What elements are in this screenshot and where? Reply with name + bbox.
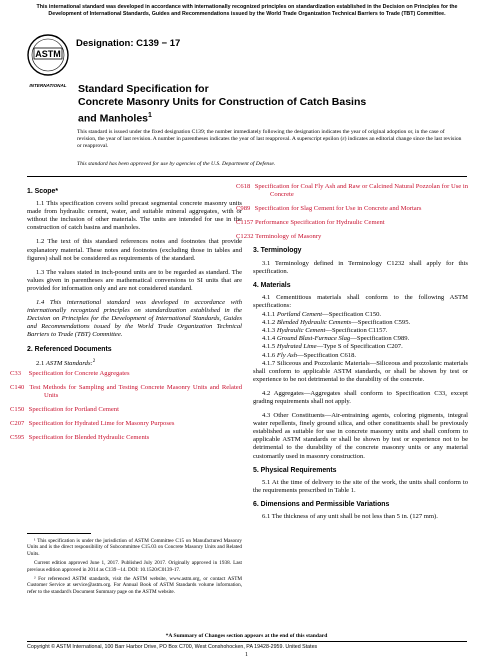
section-heading-scope: 1. Scope* [27,188,59,195]
material-item: 4.1.3 Hydraulic Cement—Specification C1157. [262,327,388,335]
approved-note: This standard has been approved for use by agencies of the U.S. Department of Defense. [77,161,276,167]
para-2-1-label: 2.1 [36,359,45,367]
section-heading-physical-requirements: 5. Physical Requirements [253,466,337,474]
summary-of-changes-note: *A Summary of Changes section appears at the end of this standard [165,633,328,639]
title-line-2: Concrete Masonry Units for Construction of Catch Basins [78,96,367,108]
para-1-2: 1.2 The text of this standard references notes and footnotes that provide explanatory material. These notes and footnotes (excluding those in tables and figures) shall not be considered as requirements of the standard. [27,238,242,262]
material-item: 4.1.2 Blended Hydraulic Cements—Specification C595. [262,319,411,327]
issued-note: This standard is issued under the fixed designation C139; the number immediately following the designation indicates the year of original adoption or, in the case of revision, the year of last revision. A number in parentheses indicates the year of last reapproval. A superscript epsilon (ε) indicates an editorial change since the last revision or reapproval. [77,129,462,149]
reference-title[interactable]: Specification for Portland Cement [28,406,119,414]
reference-item[interactable] [236,233,468,241]
reference-item[interactable] [236,219,468,227]
para-4-3: 4.3 Other Constituents—Air-entraining agents, coloring pigments, integral water repellents, finely ground silica, and other constituents shall be previously established as suitable for use in concrete masonry units and shall conform to applicable ASTM standards or shall be shown by test or experience not to be detrimental to the durability of the concrete masonry units or any material customarily used in masonry construction. [253,412,468,460]
reference-item[interactable]: C140 Test Methods for Sampling and Testing Concrete Masonry Units and Related Units [10,383,242,400]
reference-item[interactable]: C989 Specification for Slag Cement for Use in Concrete and Mortars [236,205,422,213]
reference-title[interactable]: Terminology of Masonry [255,233,322,241]
reference-code[interactable]: C1232 [236,233,254,241]
footer-divider [27,641,467,642]
para-1-1: 1.1 This specification covers solid precast segmental concrete masonry units made from hydraulic cement, water, and suitable mineral aggregates, with or without the inclusion of other materials. The units are intended for use in the construction of catch basins and manholes. [27,200,242,232]
document-title [78,83,458,126]
header-divider [27,176,467,177]
material-item: 4.1.1 Portland Cement—Specification C150. [262,311,382,319]
reference-title[interactable]: Specification for Slag Cement for Use in Concrete and Mortars [254,205,422,213]
logo-caption: INTERNATIONAL [29,83,67,88]
footnote-2: ² For referenced ASTM standards, visit the ASTM website, www.astm.org, or contact ASTM Customer Service at service@astm.org. For Annual Book of ASTM Standards volume information, refer to the standard's Document Summary page on the ASTM website. [27,576,242,595]
para-1-4: 1.4 This international standard was developed in accordance with internationally recognized principles on standardization established in the Decision on Principles for the Development of International Standards, Guides and Recommendations issued by the World Trade Organization Technical Barriers to Trade (TBT) Committee. [27,299,242,339]
reference-list-right [236,183,468,241]
para-5-1: 5.1 At the time of delivery to the site of the work, the units shall conform to the requirements prescribed in Table 1. [253,478,468,494]
reference-item[interactable]: C150 Specification for Portland Cement [10,406,119,414]
para-6-1: 6.1 The thickness of any unit shall be not less than 5 in. (127 mm). [262,513,438,520]
title-footnote-mark[interactable]: 1 [148,112,152,119]
footnote-1-edition: Current edition approved June 1, 2017. Published July 2017. Originally approved in 1938. Last previous edition approved in 2014 as C139 –14. DOI: 10.1520/C0139-17. [27,560,242,573]
para-2-1-footnote-mark[interactable]: 2 [92,358,96,364]
footnote-divider [27,533,91,534]
reference-item[interactable]: C595 Specification for Blended Hydraulic Cements [10,434,150,442]
title-line-3-text: and Manholes [78,112,149,125]
footnotes [27,538,242,598]
reference-title[interactable]: Test Methods for Sampling and Testing Concrete Masonry Units and Related Units [29,383,242,400]
reference-title[interactable]: Specification for Concrete Aggregates [28,369,130,377]
section-heading-materials: 4. Materials [253,281,291,289]
designation [76,38,180,49]
reference-title[interactable]: Performance Specification for Hydraulic Cement [255,219,385,227]
reference-title[interactable]: Specification for Coal Fly Ash and Raw or Calcined Natural Pozzolan for Use in Concrete [254,183,468,199]
title-line-1: Standard Specification for [78,83,209,95]
reference-item[interactable]: C618 Specification for Coal Fly Ash and Raw or Calcined Natural Pozzolan for Use in Concrete [236,183,468,199]
para-4-2: 4.2 Aggregates—Aggregates shall conform to Specification C33, except grading requirements shall not apply. [253,389,468,405]
reference-title[interactable]: Specification for Hydrated Lime for Masonry Purposes [28,420,175,428]
para-2-1-text: ASTM Standards: [45,359,93,367]
section-heading-dimensions: 6. Dimensions and Permissible Variations [253,500,390,508]
section-heading-referenced-documents: 2. Referenced Documents [27,345,112,353]
top-notice: This international standard was developed in accordance with internationally recognized principles on standardization established in the Decision on Principles for the Development of International Standards, Guides and Recommendations issued by the World Trade Organization Technical Barriers to Trade (TBT) Committee. [36,4,458,17]
reference-item[interactable]: C207 Specification for Hydrated Lime for Masonry Purposes [10,420,175,428]
reference-title[interactable]: Specification for Blended Hydraulic Cements [28,434,150,442]
para-2-1 [27,358,242,368]
left-column [10,182,242,448]
designation-label: Designation: [76,38,134,49]
material-item: 4.1.4 Ground Blast-Furnace Slag—Specification C989. [262,335,410,343]
title-line-3 [78,109,458,126]
reference-item[interactable]: C33 Specification for Concrete Aggregates [10,369,130,377]
para-1-3: 1.3 The values stated in inch-pound units are to be regarded as standard. The values given in parentheses are mathematical conversions to SI units that are provided for information only and are not considered standard. [27,268,242,292]
section-heading-terminology: 3. Terminology [253,247,302,255]
page-number: 1 [245,652,248,658]
reference-list-left [10,369,242,443]
para-4-1-7: 4.1.7 Siliceous and Pozzolanic Materials—Siliceous and pozzolanic materials shall conform to applicable ASTM standards, or shall be shown by test or experience to be not detrimental to the durability of the concrete. [253,359,468,383]
right-column [236,183,468,527]
copyright-line: Copyright © ASTM International, 100 Barr Harbor Drive, PO Box C700, West Conshohocken, PA 19428-2959. United States [27,644,318,650]
footnote-1: ¹ This specification is under the jurisdiction of ASTM Committee C15 on Manufactured Masonry Units and is the direct responsibility of Subcommittee C15.03 on Concrete Masonry Units and Related Units. [27,538,242,557]
para-3-1: 3.1 Terminology defined in Terminology C1232 shall apply for this specification. [253,259,468,275]
designation-value: C139 − 17 [136,38,181,49]
astm-logo-icon [26,31,70,93]
material-item: 4.1.5 Hydrated Lime—Type S of Specification C207. [262,343,403,351]
svg-text:ASTM: ASTM [35,49,61,59]
materials-list [253,311,468,360]
material-item: 4.1.6 Fly Ash—Specification C618. [262,351,357,359]
para-4-1: 4.1 Cementitious materials shall conform to the following ASTM specifications: [253,293,468,309]
